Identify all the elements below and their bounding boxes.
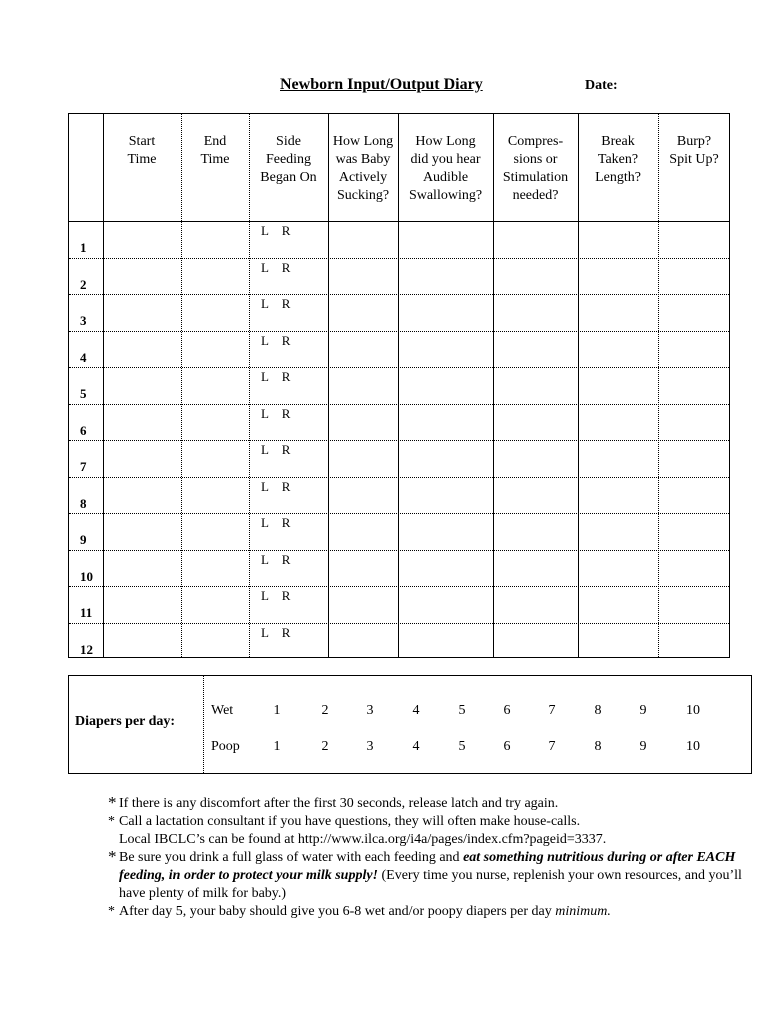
row-divider (69, 331, 729, 332)
poop-count-option[interactable]: 10 (686, 739, 700, 754)
row-divider (69, 258, 729, 259)
poop-count-option[interactable]: 4 (412, 739, 420, 754)
row-number: 10 (80, 568, 93, 584)
row-divider (69, 367, 729, 368)
wet-label: Wet (211, 703, 234, 718)
note-water: * Be sure you drink a full glass of water with each feeding and eat something nutritious during or after EACH feeding, in order to protect your milk supply! (Every time you nurse, replenish your own resources, and you’ll have plenty of milk for baby.) (108, 847, 742, 901)
wet-count-option[interactable]: 9 (639, 703, 647, 718)
column-divider (103, 114, 104, 657)
row-number: 5 (80, 386, 87, 401)
instructions-notes (108, 795, 748, 921)
column-header: Start Time (127, 134, 157, 167)
side-lr-option[interactable]: L R (261, 332, 291, 348)
side-lr-option[interactable]: L R (261, 624, 291, 640)
row-number: 1 (80, 240, 87, 255)
row-divider (69, 586, 729, 587)
column-divider (249, 114, 250, 657)
wet-count-option[interactable]: 8 (594, 703, 602, 718)
note-diapers: * After day 5, your baby should give you 6-8 wet and/or poopy diapers per day minimum. (108, 904, 611, 919)
row-number: 8 (80, 495, 87, 511)
poop-count-option[interactable]: 1 (273, 739, 281, 754)
column-header: Side Feeding Began On (260, 134, 317, 185)
row-number: 9 (80, 532, 87, 547)
row-divider (69, 477, 729, 478)
column-divider (578, 114, 579, 657)
column-divider (181, 114, 182, 657)
row-divider (69, 404, 729, 405)
page-title: Newborn Input/Output Diary (280, 76, 483, 93)
note-bullet: * (108, 793, 117, 812)
side-lr-option[interactable]: L R (261, 259, 291, 275)
row-number: 4 (80, 349, 87, 365)
note-bullet: * (108, 814, 115, 829)
date-label: Date: (585, 78, 618, 93)
column-header: End Time (200, 134, 230, 167)
poop-count-option[interactable]: 3 (366, 739, 374, 754)
poop-count-option[interactable]: 2 (321, 739, 329, 754)
side-lr-option[interactable]: L R (261, 478, 291, 494)
poop-label: Poop (211, 739, 240, 754)
feeding-diary-table (68, 113, 730, 658)
row-number: 3 (80, 313, 87, 328)
column-header: Break Taken? Length? (595, 134, 641, 185)
row-divider (69, 550, 729, 551)
note-discomfort: * If there is any discomfort after the first 30 seconds, release latch and try again. (108, 793, 559, 812)
poop-count-option[interactable]: 8 (594, 739, 602, 754)
column-header: How Long was Baby Actively Sucking? (332, 134, 394, 203)
row-divider (69, 513, 729, 514)
side-lr-option[interactable]: L R (261, 442, 291, 457)
side-lr-option[interactable]: L R (261, 296, 291, 311)
side-lr-option[interactable]: L R (261, 515, 291, 530)
poop-count-option[interactable]: 6 (503, 739, 511, 754)
row-number: 12 (80, 641, 93, 657)
poop-count-option[interactable]: 7 (548, 739, 556, 754)
wet-count-option[interactable]: 5 (458, 703, 466, 718)
wet-count-option[interactable]: 3 (366, 703, 374, 718)
row-number: 2 (80, 276, 87, 292)
note-bullet: * (108, 847, 117, 866)
wet-count-option[interactable]: 1 (273, 703, 281, 718)
row-number: 6 (80, 422, 87, 438)
wet-count-option[interactable]: 10 (686, 703, 700, 718)
row-number: 7 (80, 459, 87, 474)
row-number: 11 (80, 605, 93, 620)
side-lr-option[interactable]: L R (261, 405, 291, 421)
side-lr-option[interactable]: L R (261, 223, 291, 238)
column-divider (658, 114, 659, 657)
wet-count-option[interactable]: 7 (548, 703, 556, 718)
row-divider (69, 623, 729, 624)
column-header: Burp? Spit Up? (669, 134, 719, 167)
row-divider (69, 440, 729, 441)
diapers-divider (203, 676, 204, 773)
column-header: How Long did you hear Audible Swallowing? (408, 134, 483, 203)
wet-count-option[interactable]: 2 (321, 703, 329, 718)
diapers-table (68, 675, 752, 774)
row-divider (69, 294, 729, 295)
side-lr-option[interactable]: L R (261, 551, 291, 567)
side-lr-option[interactable]: L R (261, 369, 291, 384)
note-bullet: * (108, 904, 115, 919)
poop-count-option[interactable]: 9 (639, 739, 647, 754)
ibclc-link-text: Local IBCLC’s can be found at http://www.ilca.org/i4a/pages/index.cfm?pageid=3337. (119, 832, 607, 847)
wet-count-option[interactable]: 6 (503, 703, 511, 718)
wet-count-option[interactable]: 4 (412, 703, 420, 718)
diapers-per-day-label: Diapers per day: (75, 714, 176, 729)
note-lactation-consultant: * Call a lactation consultant if you have questions, they will often make house-calls. Local IBCLC’s can be found at http://www.ilca.org/i4a/pages/index.cfm?pageid=3337. (108, 814, 607, 847)
poop-count-option[interactable]: 5 (458, 739, 466, 754)
column-header: Compres- sions or Stimulation needed? (502, 134, 569, 203)
side-lr-option[interactable]: L R (261, 588, 291, 603)
row-divider (69, 221, 729, 222)
